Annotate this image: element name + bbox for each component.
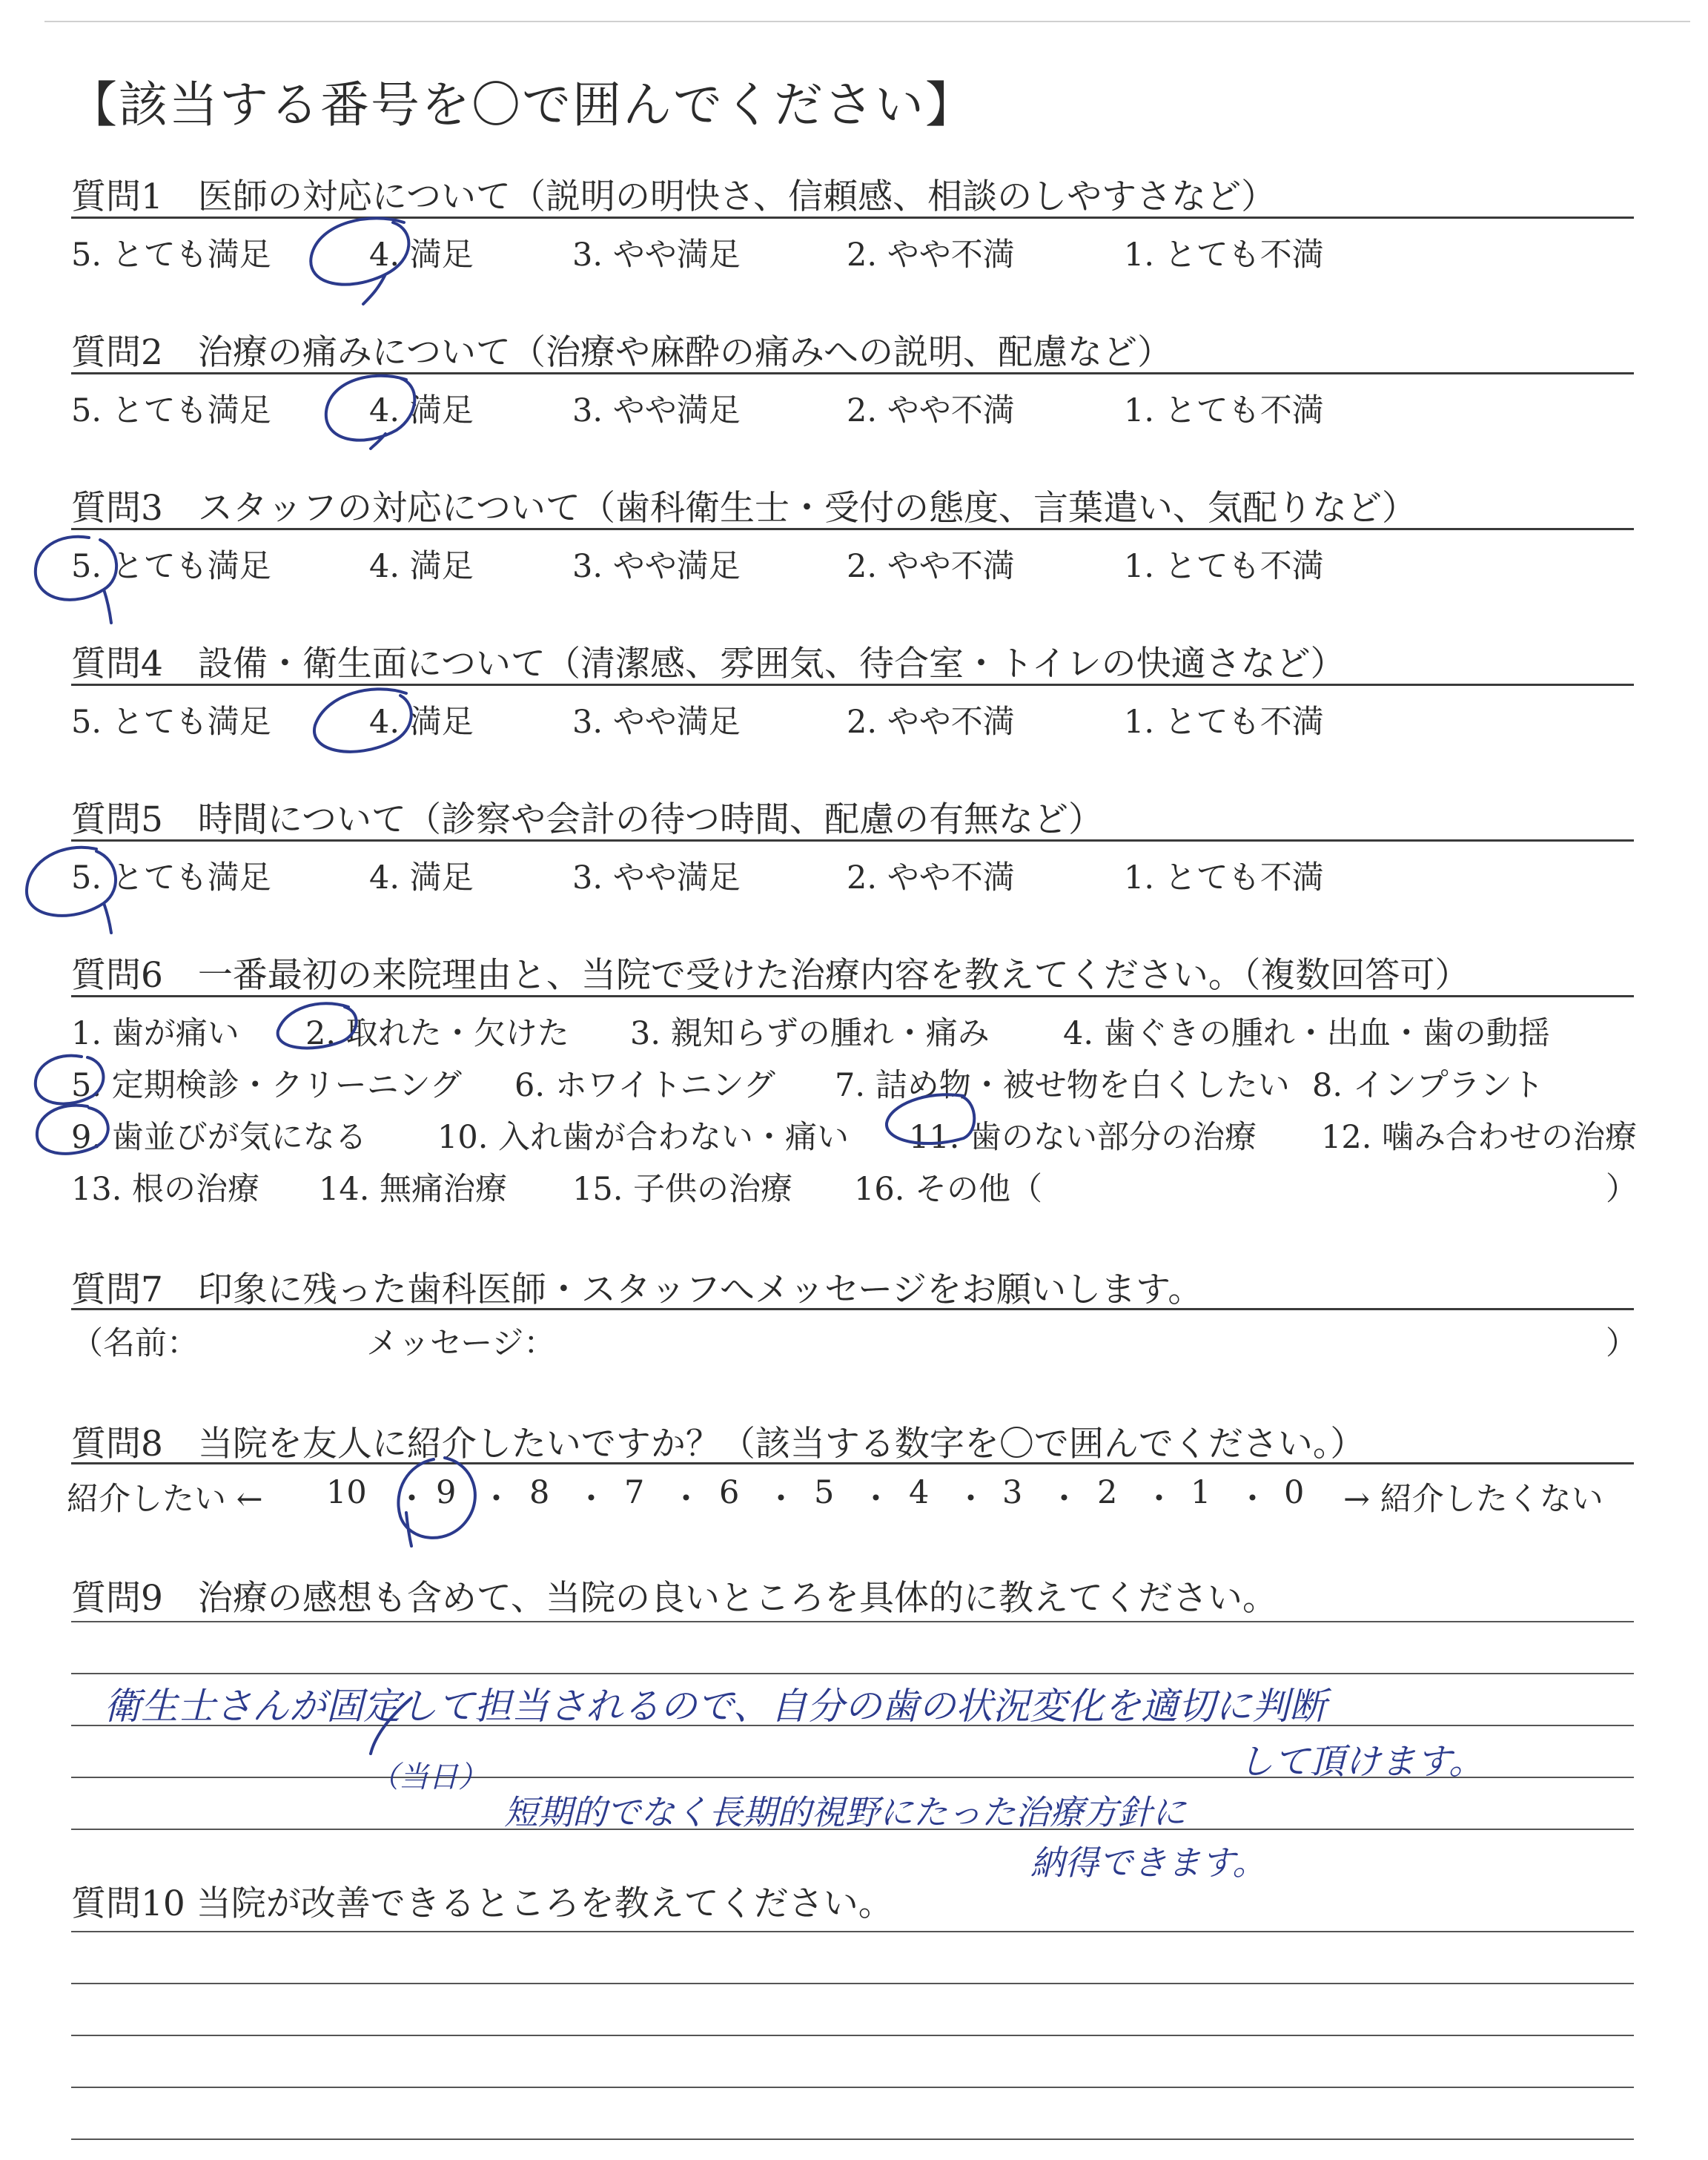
q9-handwritten-line-1: 衛生士さんが固定して担当されるので、自分の歯の状況変化を適切に判断 <box>104 1685 1326 1728</box>
q5-option-1[interactable]: 1. とても不満 <box>1124 859 1324 896</box>
q6-close-paren: ） <box>1606 1171 1638 1208</box>
q10-label: 質問10 当院が改善できるところを教えてください。 <box>71 1883 893 1924</box>
page-title: 【該当する番号を〇で囲んでください】 <box>68 76 976 133</box>
q9-handwritten-line-2: して頂けます。 <box>1238 1741 1485 1783</box>
q6-option-4[interactable]: 4. 歯ぐきの腫れ・出血・歯の動揺 <box>1063 1015 1550 1052</box>
q6-selection-circle-11 <box>887 1094 974 1143</box>
q6-option-14[interactable]: 14. 無痛治療 <box>319 1171 508 1208</box>
q6-label: 質問6 一番最初の来院理由と、当院で受けた治療内容を教えてください。（複数回答可） <box>71 955 1470 996</box>
q6-option-6[interactable]: 6. ホワイトニング <box>514 1067 775 1104</box>
q6-option-3[interactable]: 3. 親知らずの腫れ・痛み <box>630 1015 990 1052</box>
q8-number-8[interactable]: 8 <box>529 1474 550 1511</box>
q8-number-0[interactable]: 0 <box>1284 1474 1305 1511</box>
q8-number-1[interactable]: 1 <box>1191 1474 1211 1511</box>
q6-option-10[interactable]: 10. 入れ歯が合わない・痛い <box>437 1119 850 1156</box>
q8-number-7[interactable]: 7 <box>624 1474 645 1511</box>
q1-option-2[interactable]: 2. やや不満 <box>847 237 1015 274</box>
q3-option-2[interactable]: 2. やや不満 <box>847 548 1015 585</box>
q3-label: 質問3 スタッフの対応について（歯科衛生士・受付の態度、言葉遣い、気配りなど） <box>71 488 1417 529</box>
q1-label: 質問1 医師の対応について（説明の明快さ、信頼感、相談のしやすさなど） <box>71 176 1277 217</box>
q8-sep: ・ <box>1048 1481 1080 1518</box>
q2-option-4[interactable]: 4. 満足 <box>369 392 474 429</box>
q8-number-3[interactable]: 3 <box>1002 1474 1023 1511</box>
q8-sep: ・ <box>955 1481 987 1518</box>
q7-message-label: メッセージ： <box>366 1325 556 1362</box>
q6-option-15[interactable]: 15. 子供の治療 <box>572 1171 793 1208</box>
q5-option-4[interactable]: 4. 満足 <box>369 859 474 896</box>
q1-option-4[interactable]: 4. 満足 <box>369 237 474 274</box>
q5-option-3[interactable]: 3. やや満足 <box>572 859 741 896</box>
q6-option-7[interactable]: 7. 詰め物・被せ物を白くしたい <box>835 1067 1290 1104</box>
q2-selection-circle <box>326 376 415 449</box>
q8-number-4[interactable]: 4 <box>909 1474 930 1511</box>
q6-option-11[interactable]: 11. 歯のない部分の治療 <box>909 1119 1257 1156</box>
q8-number-5[interactable]: 5 <box>814 1474 835 1511</box>
q7-close-paren: ） <box>1606 1325 1638 1362</box>
q6-option-2[interactable]: 2. 取れた・欠けた <box>305 1015 569 1052</box>
q4-selection-circle <box>314 689 411 751</box>
q8-sep: ・ <box>396 1481 428 1518</box>
q3-option-1[interactable]: 1. とても不満 <box>1124 548 1324 585</box>
q4-option-2[interactable]: 2. やや不満 <box>847 704 1015 741</box>
q8-number-2[interactable]: 2 <box>1097 1474 1118 1511</box>
q3-selection-circle <box>36 537 116 623</box>
q4-label: 質問4 設備・衛生面について（清潔感、雰囲気、待合室・トイレの快適さなど） <box>71 644 1345 684</box>
q1-option-3[interactable]: 3. やや満足 <box>572 237 741 274</box>
q6-option-9[interactable]: 9. 歯並びが気になる <box>71 1119 367 1156</box>
q8-number-9[interactable]: 9 <box>436 1474 457 1511</box>
q6-option-13[interactable]: 13. 根の治療 <box>71 1171 260 1208</box>
q8-sep: ・ <box>765 1481 797 1518</box>
q4-option-1[interactable]: 1. とても不満 <box>1124 704 1324 741</box>
q8-number-6[interactable]: 6 <box>719 1474 740 1511</box>
q8-sep: ・ <box>670 1481 702 1518</box>
q5-label: 質問5 時間について（診察や会計の待つ時間、配慮の有無など） <box>71 799 1103 840</box>
q8-left-label: 紹介したい ← <box>67 1481 263 1518</box>
q2-option-5[interactable]: 5. とても満足 <box>71 392 271 429</box>
q9-handwritten-line-3: 短期的でなく長期的視野にたった治療方針に <box>504 1792 1186 1832</box>
q6-selection-circle-5 <box>36 1056 104 1104</box>
q8-sep: ・ <box>480 1481 512 1518</box>
q8-sep: ・ <box>575 1481 607 1518</box>
q8-selection-circle <box>398 1458 474 1546</box>
q1-selection-circle <box>311 218 408 304</box>
q8-sep: ・ <box>860 1481 892 1518</box>
q1-option-1[interactable]: 1. とても不満 <box>1124 237 1324 274</box>
q7-name-label: （名前： <box>71 1325 199 1362</box>
q6-selection-circle-2 <box>278 1003 357 1048</box>
q6-option-1[interactable]: 1. 歯が痛い <box>71 1015 239 1052</box>
q9-handwritten-line-4: 納得できます。 <box>1030 1843 1267 1883</box>
q6-option-8[interactable]: 8. インプラント <box>1312 1067 1544 1104</box>
q2-option-2[interactable]: 2. やや不満 <box>847 392 1015 429</box>
q7-label: 質問7 印象に残った歯科医師・スタッフへメッセージをお願いします。 <box>71 1269 1203 1310</box>
q8-sep: ・ <box>1237 1481 1268 1518</box>
q3-option-4[interactable]: 4. 満足 <box>369 548 474 585</box>
q4-option-3[interactable]: 3. やや満足 <box>572 704 741 741</box>
q6-option-5[interactable]: 5. 定期検診・クリーニング <box>71 1067 462 1104</box>
q2-option-3[interactable]: 3. やや満足 <box>572 392 741 429</box>
q6-selection-circle-9 <box>37 1106 108 1154</box>
q4-option-5[interactable]: 5. とても満足 <box>71 704 271 741</box>
q2-label: 質問2 治療の痛みについて（治療や麻酔の痛みへの説明、配慮など） <box>71 332 1173 373</box>
q6-option-16[interactable]: 16. その他（ <box>854 1171 1043 1208</box>
q6-option-12[interactable]: 12. 噛み合わせの治療 <box>1321 1119 1638 1156</box>
q8-label: 質問8 当院を友人に紹介したいですか？（該当する数字を〇で囲んでください。） <box>71 1424 1366 1464</box>
q5-option-2[interactable]: 2. やや不満 <box>847 859 1015 896</box>
q3-option-5[interactable]: 5. とても満足 <box>71 548 271 585</box>
q8-number-10[interactable]: 10 <box>326 1474 367 1511</box>
q3-option-3[interactable]: 3. やや満足 <box>572 548 741 585</box>
q5-selection-circle <box>27 848 116 933</box>
q5-option-5[interactable]: 5. とても満足 <box>71 859 271 896</box>
q2-option-1[interactable]: 1. とても不満 <box>1124 392 1324 429</box>
q8-right-label: → 紹介したくない <box>1343 1481 1603 1518</box>
q9-label: 質問9 治療の感想も含めて、当院の良いところを具体的に教えてください。 <box>71 1578 1277 1619</box>
q4-option-4[interactable]: 4. 満足 <box>369 704 474 741</box>
q1-option-5[interactable]: 5. とても満足 <box>71 237 271 274</box>
q9-handwritten-note: （当日） <box>369 1760 488 1794</box>
q8-sep: ・ <box>1143 1481 1175 1518</box>
